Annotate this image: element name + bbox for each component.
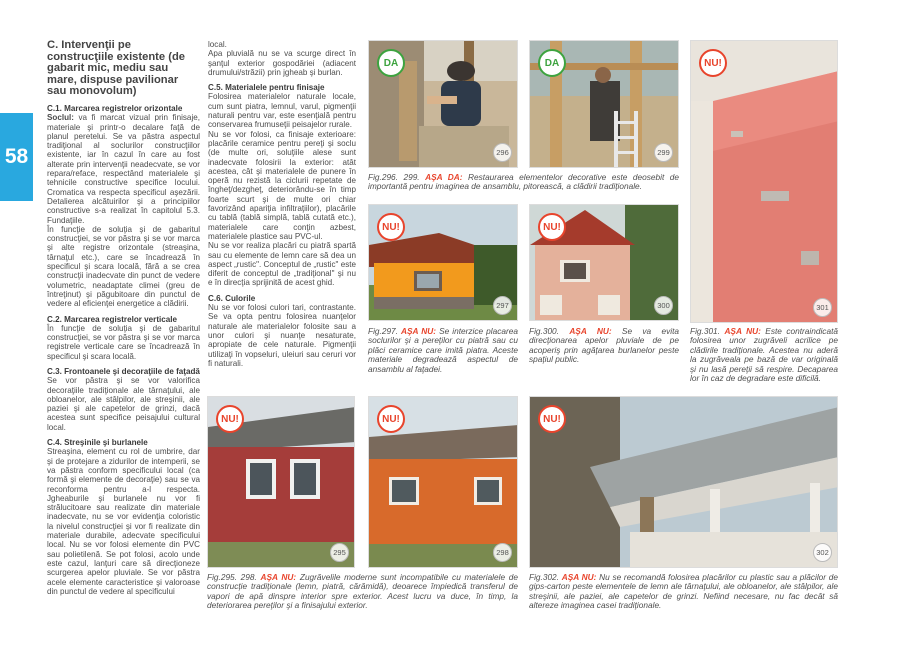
caption-text: Se interzice placarea soclurilor şi a pereţilor cu piatră sau cu plăci ceramice care imită piatra. Aceste materiale degradează aspectul de ansamblu al faţadei. <box>368 326 519 374</box>
paragraph: Nu se vor folosi culori tari, contrastante. Se va opta pentru folosirea nuanţelor naturale ale materialelor folosite sau a unor culori şi nuanţe nesaturate, apropiate de cele naturale. Pigmenţii utilizaţi în vopseluri, uleiuri sau ceruri vor fi naturali. <box>208 303 356 368</box>
caption-302 <box>529 573 838 611</box>
photo-number: 302 <box>813 543 832 562</box>
caption-lead: AŞA DA: <box>425 172 463 182</box>
caption-fig: Fig.295. 298. <box>207 572 257 582</box>
photo-301-image <box>691 41 838 323</box>
caption-text: Nu se recomandă folosirea placărilor cu plastic sau a plăcilor de gips-carton peste elementele de lemn ale târnaţului, ale obloanelor, ale stâlpilor, ale streşinii, ale paziei, ale capetelor de grinzi. Nefiind necesare, nu fac decât să altereze imaginea casei tradiţionale. <box>529 572 839 611</box>
photo-300 <box>529 204 679 321</box>
paragraph-lead: Soclul: <box>47 113 74 123</box>
photo-302 <box>529 396 838 568</box>
subsection-heading: C.1. Marcarea registrelor orizontale <box>47 103 183 113</box>
caption-text: Se va evita direcţionarea apelor pluviale de pe acoperiş prin agăţarea burlanelor peste spaţiul public. <box>529 326 679 365</box>
paragraph: Streaşina, element cu rol de umbrire, dar şi de protejare a zidurilor de intemperii, se va păstra conform specificului local (ca formă şi elemente de decoraţie) sau se va reconforma pentru a-l respecta. Jgheaburile şi burlanele nu vor fi strălucitoare sau realizate din materiale inadecvate, nu se vor evidenţia coloristic la nivelul construcţiei şi vor fi realizate din materiale durabile, adecvate specificului local. Nu se vor folosi elemente din PVC sau polietilenă. Se pot folosi, acolo unde este cazul, lanţuri care să direcţioneze scurgerea apelor pluviale. Se vor păstra acele elemente caracteristice şi valoroase din punctul de vedere al specificului <box>47 447 200 596</box>
page-number-tab <box>0 113 33 201</box>
subsection-heading: C.6. Culorile <box>208 293 256 303</box>
nu-badge: NU! <box>216 405 244 433</box>
paragraph: Soclul: va fi marcat vizual prin finisaje, materiale şi printr-o decalare faţă de planul peretelui. Se va păstra aspectul tradiţional al soclurilor construcţiilor existente, iar în cazul în care au fost alterate prin intervenţii neadecvate, se vor repara/reface, respectând materialele şi tehnicile constructive specifice locului. Cromatica va respecta specificul aşezării. Detalierea alcătuirilor şi a principiilor constructive s-a realizat în capitolul 5.3. Fundaţiile. <box>47 113 200 225</box>
caption-296-299 <box>368 173 679 192</box>
caption-301 <box>690 327 838 383</box>
paragraph: Se vor păstra şi se vor valorifica decoraţiile tradiţionale ale târnaţului, ale obloanelor, ale stâlpilor, ale streşinii, ale paziei şi ale capetelor de grinzi, dacă acestea sunt specifice peisajului cultural local. <box>47 376 200 432</box>
caption-text: Restaurarea elementelor decorative este deosebit de importantă pentru imaginea de ansamblu, pitorească, a clădirii tradiţionale. <box>368 172 679 192</box>
paragraph: În funcţie de soluţia şi de gabaritul construcţiei, se vor păstra şi se vor marca registrele verticale care se încadrează în specificul şi scara locală. <box>47 323 200 361</box>
photo-299 <box>529 40 679 168</box>
nu-badge: NU! <box>377 405 405 433</box>
nu-badge: NU! <box>377 213 405 241</box>
column-1-body <box>47 104 200 596</box>
photo-number: 296 <box>493 143 512 162</box>
paragraph: În funcţie de soluţia şi de gabaritul construcţiei, se vor păstra şi se vor marca şi alte registre orizontale (streaşina, târnaţul etc.), care se încadrează în specificul şi scara locală, fără a se crea construcţii inadecvate din punct de vedere volumetric, neadaptate climei (greu de întreţinut) şi păgubitoare din punctul de vedere al eficienţei energetice a clădirii. <box>47 224 200 309</box>
photo-number: 301 <box>813 298 832 317</box>
subsection-heading: C.4. Streşinile şi burlanele <box>47 438 148 448</box>
caption-fig: Fig.301. <box>690 326 720 336</box>
caption-lead: AŞA NU: <box>260 572 297 582</box>
caption-lead: AŞA NU: <box>724 326 761 336</box>
section-title: C. Intervenţii pe construcţiile existente (de gabarit mic, mediu sau mare, dispuse pavilionar sau monovolum) <box>47 39 186 98</box>
caption-text: Este contraindicată folosirea unor zugrăveli acrilice pe clădirile tradiţionale. Acestea nu aderă la zugrăveala pe bază de var originală şi nu lasă pereţii să respire. Decaparea lor în caz de degradare este dificilă. <box>690 326 838 384</box>
caption-fig: Fig.300. <box>529 326 559 336</box>
photo-296 <box>368 40 518 168</box>
paragraph: Folosirea materialelor naturale locale, cum sunt piatra, lemnul, varul, pigmenţii naturali pentru var, este esenţială pentru conservarea frumuseţii peisajelor rurale. <box>208 92 356 130</box>
photo-number: 299 <box>654 143 673 162</box>
paragraph: local. <box>208 40 227 49</box>
text-column-2 <box>208 40 356 368</box>
caption-lead: AŞA NU: <box>561 572 597 582</box>
caption-295-298 <box>207 573 518 611</box>
da-badge: DA <box>377 49 405 77</box>
caption-lead: AŞA NU: <box>569 326 612 336</box>
nu-badge: NU! <box>538 213 566 241</box>
paragraph: Nu se vor realiza placări cu piatră spartă sau cu elemente de lemn care să dea un aspect „rustic". Conceptul de „rustic" este diferit de conceptul de „tradiţional" şi nu e în direcţia sprijinită de acest ghid. <box>208 241 356 288</box>
text-column-1 <box>47 40 200 596</box>
page-number: 58 <box>4 145 29 168</box>
caption-fig: Fig.296. 299. <box>368 172 420 182</box>
caption-300 <box>529 327 679 365</box>
photo-number: 300 <box>654 296 673 315</box>
photo-301 <box>690 40 838 323</box>
paragraph: Apa pluvială nu se va scurge direct în şanţul exterior gospodăriei (adiacent drumului/străzii) prin jgheab şi burlan. <box>208 49 356 77</box>
caption-fig: Fig.302. <box>529 572 559 582</box>
subsection-heading: C.3. Frontoanele şi decoraţiile de faţadă <box>47 366 200 376</box>
subsection-heading: C.5. Materialele pentru finisaje <box>208 83 325 93</box>
nu-badge: NU! <box>699 49 727 77</box>
caption-fig: Fig.297. <box>368 326 398 336</box>
photo-number: 295 <box>330 543 349 562</box>
column-2-body <box>208 40 356 368</box>
photo-number: 298 <box>493 543 512 562</box>
caption-text: Zugrăvelile moderne sunt incompatibile cu materialele de construcţie tradiţionale (lemn, piatră, cărămidă), deoarece împiedică transferul de vapori de apă dinspre interior spre exterior. Acest lucru va duce, în timp, la deteriorarea pereţilor şi a finisajului exterior. <box>207 572 519 611</box>
photo-302-image <box>530 397 838 568</box>
subsection-heading: C.2. Marcarea registrelor verticale <box>47 314 178 324</box>
photo-297 <box>368 204 518 321</box>
da-badge: DA <box>538 49 566 77</box>
caption-297 <box>368 327 518 374</box>
nu-badge: NU! <box>538 405 566 433</box>
photo-number: 297 <box>493 296 512 315</box>
caption-lead: AŞA NU: <box>401 326 437 336</box>
paragraph: Nu se vor folosi, ca finisaje exterioare: placările ceramice pentru pereţi şi soclu (de multe ori, soluţiile alese sunt inadecvate folosirii la exterior: atât acestea, cât şi materialele de punere în operă nu rezistă la ciclurii repetate de îngheţ/dezgheţ, deteriorându-se în timp foarte scurt şi de multe ori chiar favorizând apariţia infiltraţiilor), placările cu tablă (tablă simplă, tablă cutată etc.), materialele care conţin azbest, materialele plastice sau PVC-ul. <box>208 129 356 241</box>
photo-298 <box>368 396 518 568</box>
photo-295 <box>207 396 355 568</box>
